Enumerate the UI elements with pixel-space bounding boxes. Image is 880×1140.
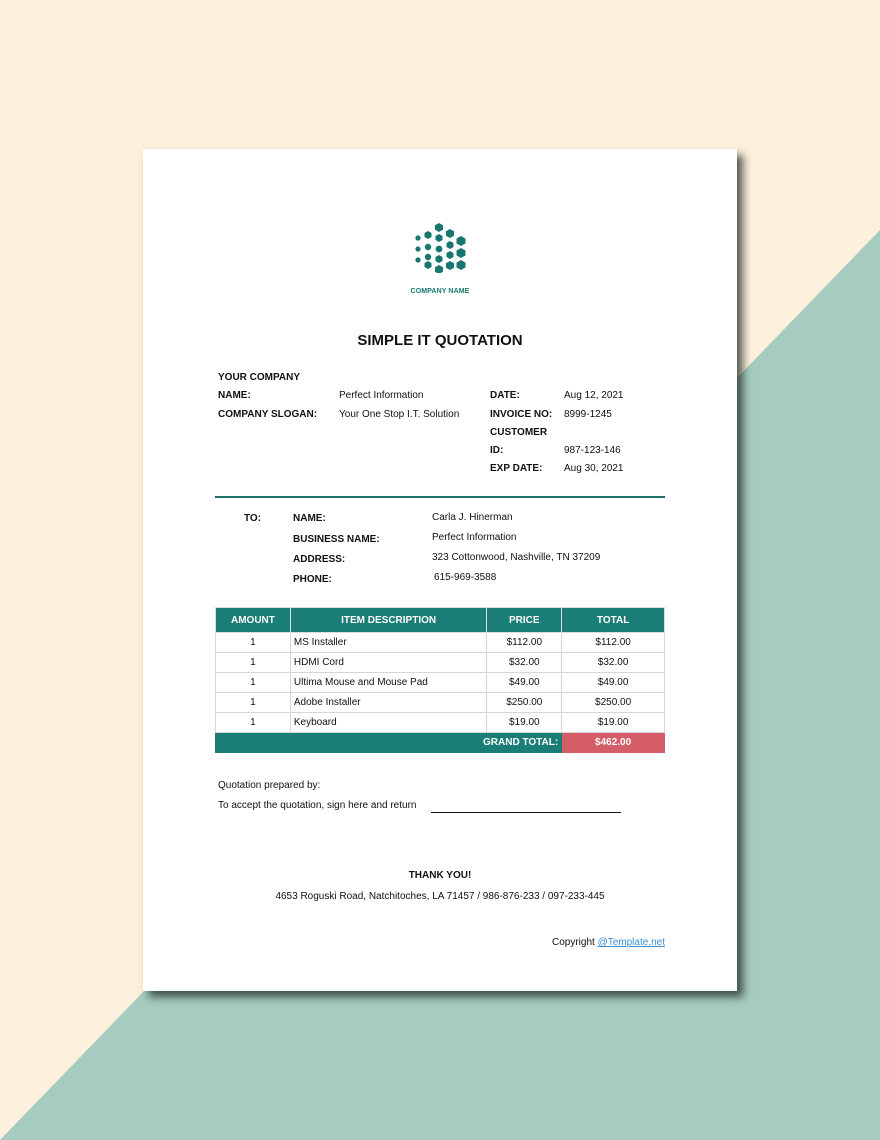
to-address-value: 323 Cottonwood, Nashville, TN 37209 [432,552,601,563]
table-row [216,693,665,713]
to-name-label: NAME: [293,513,326,524]
items-table [215,607,665,753]
table-row [216,633,665,653]
table-header-row [216,608,665,633]
invoice-value: 8999-1245 [564,409,612,420]
thank-you-text: THANK YOU! [408,870,472,881]
cell-amount: 1 [216,653,291,673]
to-business-label: BUSINESS NAME: [293,534,380,545]
grand-total-row [216,733,665,753]
cell-price: $49.00 [487,673,562,693]
cell-price: $250.00 [487,693,562,713]
cell-amount: 1 [216,693,291,713]
date-label: DATE: [490,390,520,401]
cell-description: Keyboard [290,713,487,733]
copyright [552,937,665,948]
company-slogan-label: COMPANY SLOGAN: [218,409,318,420]
section-divider [215,496,665,498]
footer-address: 4653 Roguski Road, Natchitoches, LA 71457 / 986-876-233 / 097-233-445 [275,891,605,902]
copyright-prefix: Copyright [551,937,595,948]
header-total: TOTAL [562,608,665,633]
cell-total: $32.00 [562,653,665,673]
company-slogan-value: Your One Stop I.T. Solution [339,409,460,420]
to-name-value: Carla J. Hinerman [432,512,513,523]
invoice-label: INVOICE NO: [490,409,553,420]
quotation-page [143,149,737,991]
customer-id-value: 987-123-146 [564,445,621,456]
to-address-label: ADDRESS: [293,554,346,565]
cell-description: Ultima Mouse and Mouse Pad [290,673,487,693]
cell-amount: 1 [216,673,291,693]
table-row [216,713,665,733]
exp-date-label: EXP DATE: [490,463,543,474]
to-phone-value: 615-969-3588 [434,572,497,583]
table-row [216,653,665,673]
to-phone-label: PHONE: [293,574,332,585]
cell-amount: 1 [216,633,291,653]
cell-total: $49.00 [562,673,665,693]
cell-description: MS Installer [290,633,487,653]
company-name-label-line2: NAME: [218,390,251,401]
cell-price: $32.00 [487,653,562,673]
signature-line[interactable] [431,800,621,818]
page-title: SIMPLE IT QUOTATION [357,332,523,349]
cell-price: $19.00 [487,713,562,733]
cell-total: $250.00 [562,693,665,713]
cell-total: $112.00 [562,633,665,653]
logo-company-name: COMPANY NAME [410,288,470,295]
header-price: PRICE [487,608,562,633]
cell-description: Adobe Installer [290,693,487,713]
grand-total-value: $462.00 [562,733,665,753]
to-label: TO: [244,513,262,524]
table-row [216,673,665,693]
prepared-by-text: Quotation prepared by: [218,780,321,791]
header-item-description: ITEM DESCRIPTION [290,608,487,633]
to-business-value: Perfect Information [432,532,517,543]
cell-amount: 1 [216,713,291,733]
date-value: Aug 12, 2021 [564,390,624,401]
cell-description: HDMI Cord [290,653,487,673]
header-amount: AMOUNT [216,608,291,633]
customer-id-label-line1: CUSTOMER [490,427,548,438]
hexagon-cluster-logo-icon [413,221,469,273]
cell-price: $112.00 [487,633,562,653]
template-net-link[interactable]: @Template.net [597,937,665,948]
exp-date-value: Aug 30, 2021 [564,463,624,474]
accept-quotation-text: To accept the quotation, sign here and return [218,800,417,811]
grand-total-label: GRAND TOTAL: [216,733,562,753]
company-name-label-line1: YOUR COMPANY [218,372,301,383]
customer-id-label-line2: ID: [490,445,504,456]
cell-total: $19.00 [562,713,665,733]
company-name-value: Perfect Information [339,390,424,401]
